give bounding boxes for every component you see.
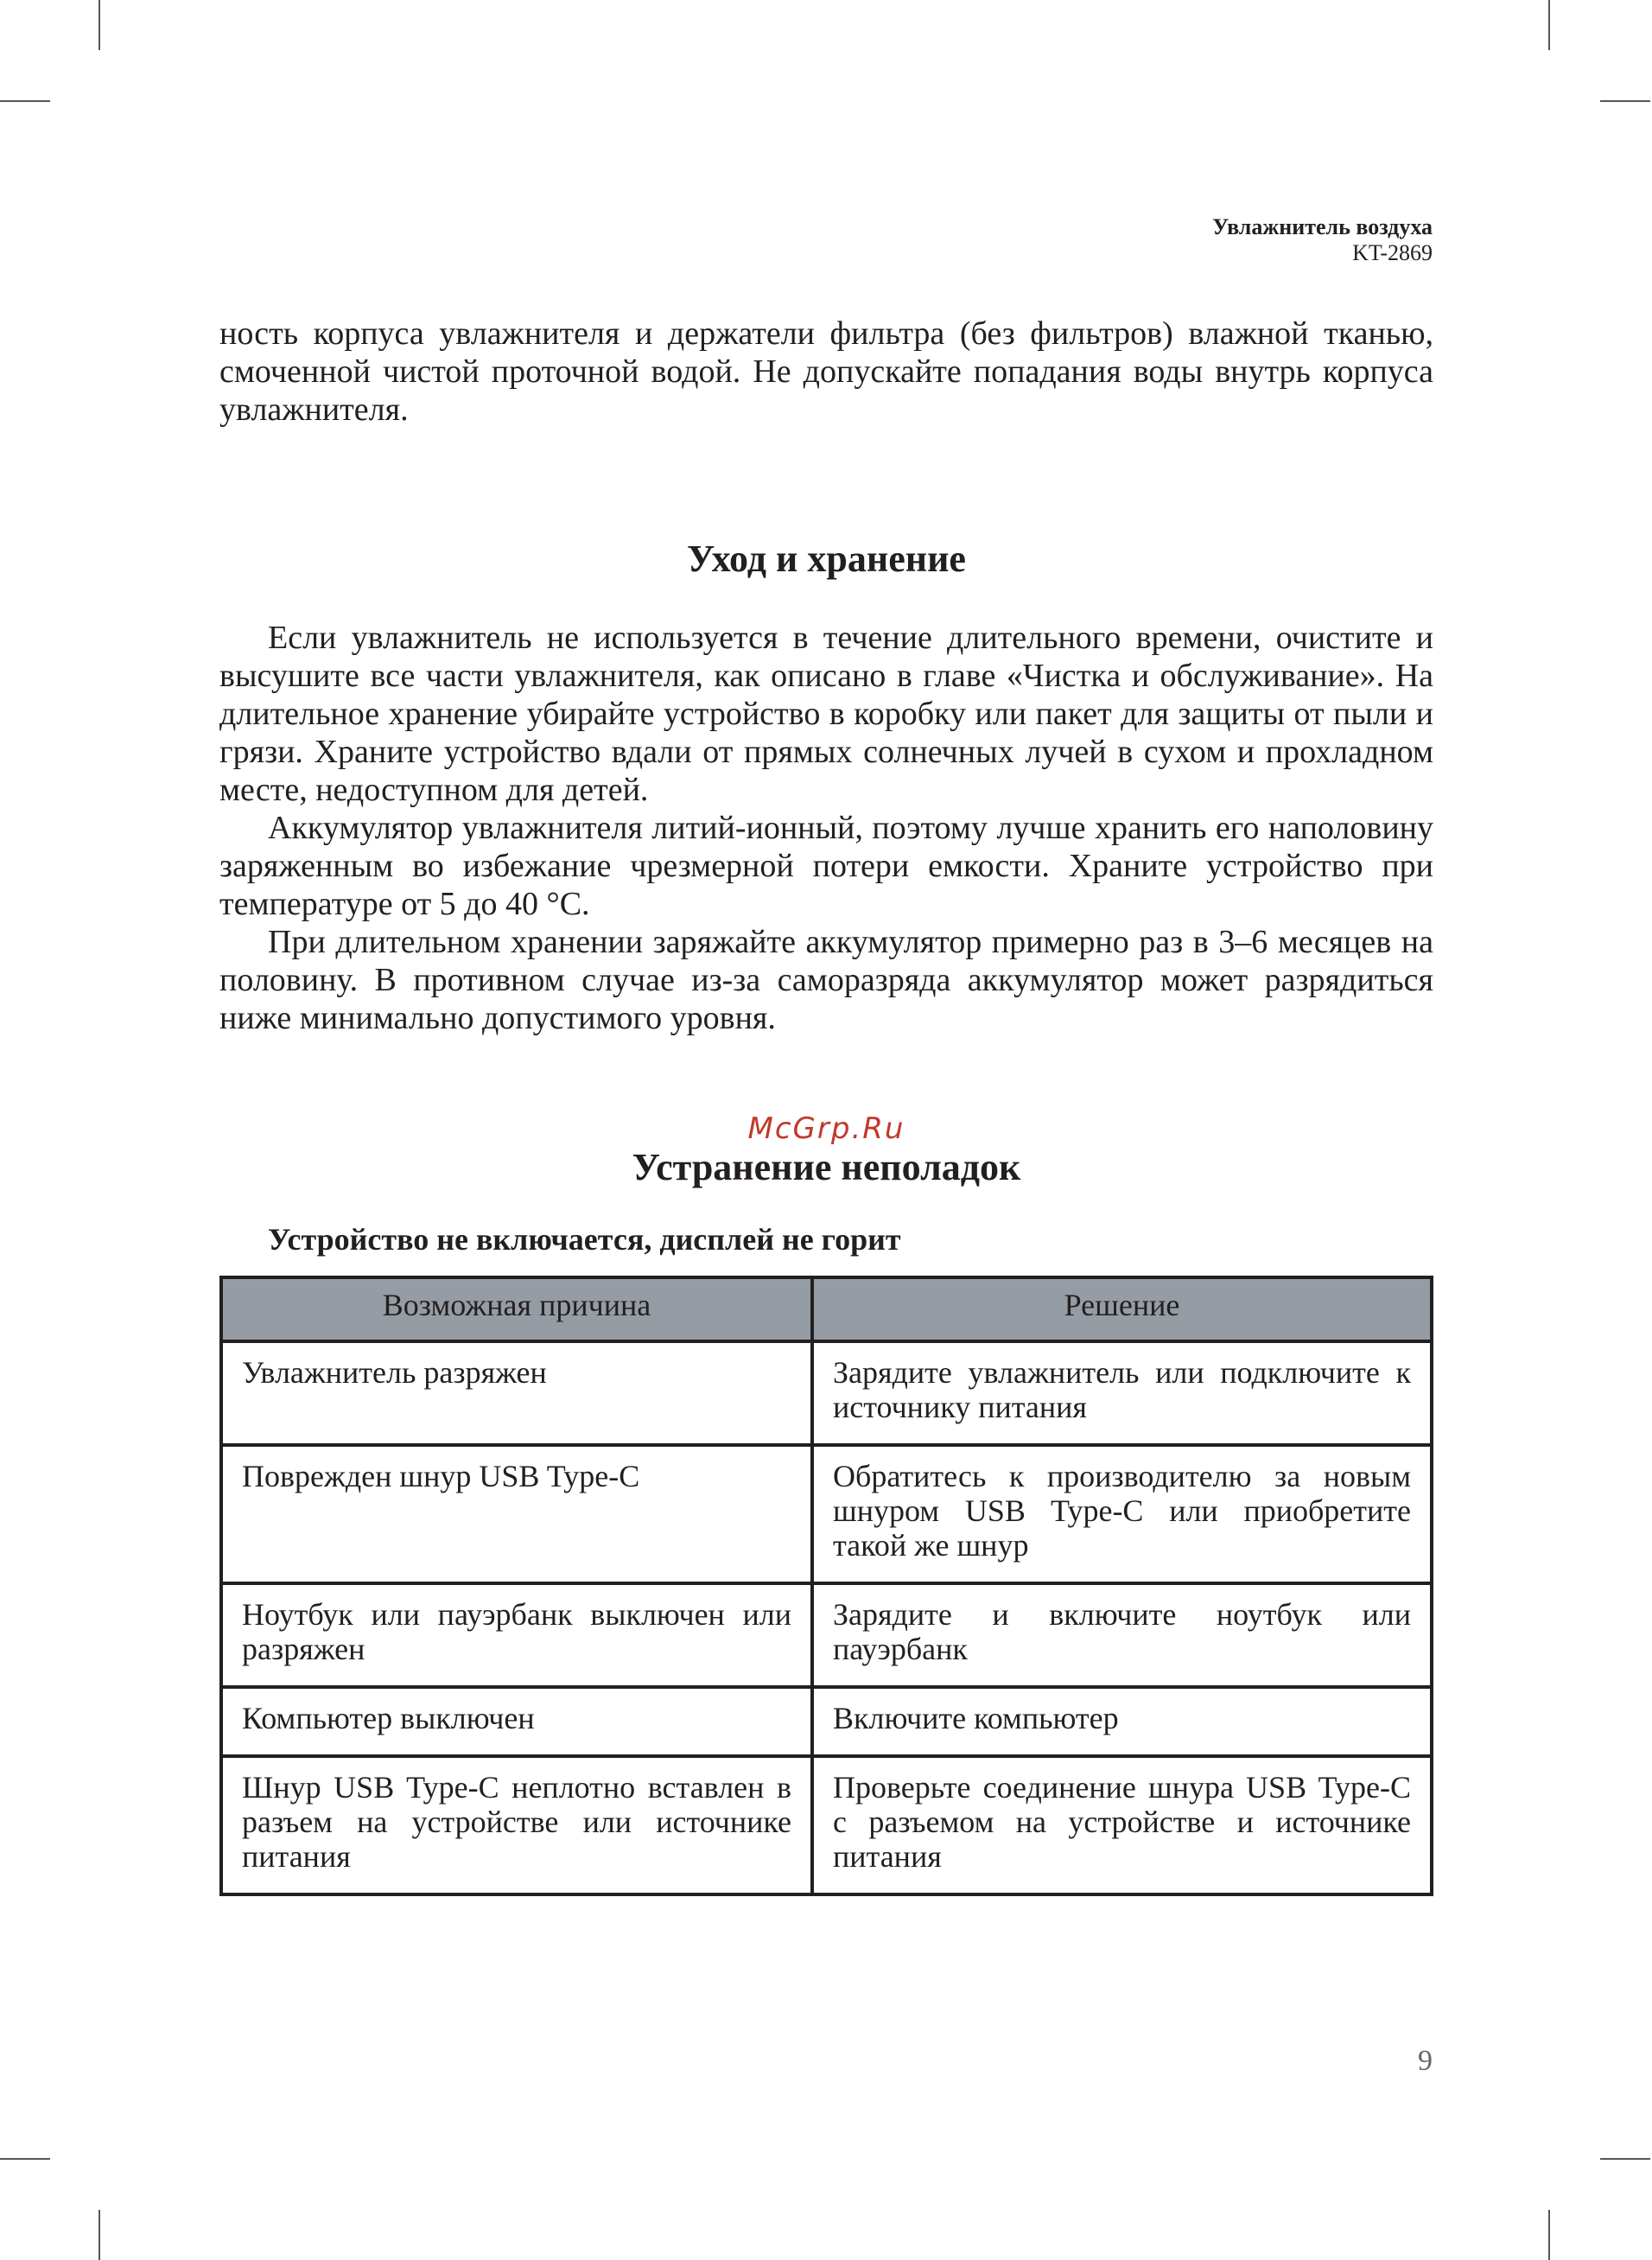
- solution-cell: Проверьте соединение шнура USB Type-C с разъемом на устройстве и источнике питания: [812, 1756, 1432, 1894]
- intro-block: [219, 315, 1433, 429]
- header-model: KT-2869: [1352, 240, 1433, 265]
- table-row: [221, 1756, 1432, 1894]
- crop-mark: [98, 2210, 100, 2260]
- table-row: [221, 1445, 1432, 1583]
- watermark-text: McGrp.Ru: [747, 1111, 905, 1146]
- table-row: [221, 1583, 1432, 1687]
- running-header: [1212, 214, 1433, 266]
- intro-paragraph: ность корпуса увлажнителя и держатели фильтра (без фильтров) влажной тканью, смоченной чистой проточной водой. Не допускайте попадания воды внутрь корпуса увлажнителя.: [219, 315, 1433, 428]
- crop-mark: [1600, 2158, 1650, 2160]
- care-paragraph: При длительном хранении заряжайте аккумулятор примерно раз в 3–6 месяцев на половину. В противном случае из-за саморазряда аккумулятор может разрядиться ниже минимально допустимого уровня.: [219, 924, 1433, 1036]
- solution-cell: Зарядите увлажнитель или подключите к источнику питания: [812, 1341, 1432, 1445]
- solution-cell: Обратитесь к производителю за новым шнуром USB Type-C или приобретите такой же шнур: [812, 1445, 1432, 1583]
- header-title: Увлажнитель воздуха: [1212, 214, 1433, 239]
- solution-cell: Зарядите и включите ноутбук или пауэрбанк: [812, 1583, 1432, 1687]
- care-section-body: [219, 619, 1433, 1037]
- cause-cell: Ноутбук или пауэрбанк выключен или разряжен: [221, 1583, 812, 1687]
- crop-mark: [0, 2158, 50, 2160]
- care-paragraph: Если увлажнитель не используется в течение длительного времени, очистите и высушите все части увлажнителя, как описано в главе «Чистка и обслуживание». На длительное хранение убирайте устройство в коробку или пакет для защиты от пыли и грязи. Храните устройство вдали от прямых солнечных лучей в сухом и прохладном месте, недоступном для детей.: [219, 620, 1433, 808]
- troubleshooting-heading: Устранение неполадок: [632, 1146, 1021, 1188]
- table-row: [221, 1687, 1432, 1756]
- cause-cell: Компьютер выключен: [221, 1687, 812, 1756]
- cause-cell: Шнур USB Type-C неплотно вставлен в разъем на устройстве или источнике питания: [221, 1756, 812, 1894]
- troubleshooting-table: [219, 1276, 1433, 1896]
- crop-mark: [1600, 100, 1650, 102]
- crop-mark: [98, 0, 100, 50]
- table-header-row: [221, 1277, 1432, 1341]
- crop-mark: [0, 100, 50, 102]
- cause-cell: Поврежден шнур USB Type-C: [221, 1445, 812, 1583]
- care-paragraph: Аккумулятор увлажнителя литий-ионный, поэтому лучше хранить его наполовину заряженным во избежание чрезмерной потери емкости. Храните устройство при температуре от 5 до 40 °С.: [219, 810, 1433, 922]
- column-header-cause: Возможная причина: [221, 1277, 812, 1341]
- crop-mark: [1548, 2210, 1550, 2260]
- troubleshooting-subheading: Устройство не включается, дисплей не горит: [268, 1222, 901, 1257]
- crop-mark: [1548, 0, 1550, 50]
- care-heading: Уход и хранение: [687, 538, 966, 580]
- column-header-solution: Решение: [812, 1277, 1432, 1341]
- cause-cell: Увлажнитель разряжен: [221, 1341, 812, 1445]
- solution-cell: Включите компьютер: [812, 1687, 1432, 1756]
- table-row: [221, 1341, 1432, 1445]
- page-number: 9: [1418, 2045, 1433, 2077]
